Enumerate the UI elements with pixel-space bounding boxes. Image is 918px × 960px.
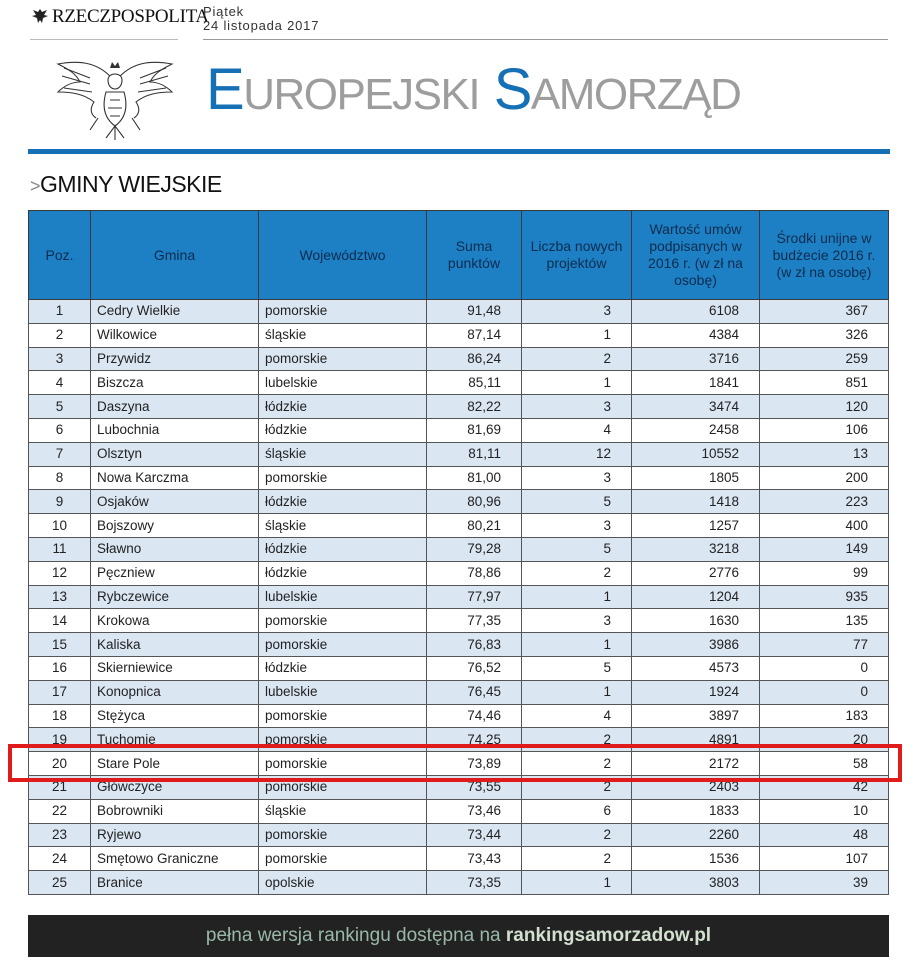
cell-gmina: Konopnica (91, 680, 259, 704)
header-divider (203, 39, 888, 40)
cell-suma: 79,28 (427, 537, 522, 561)
cell-gmina: Bobrowniki (91, 799, 259, 823)
masthead-blue-rule (28, 149, 890, 154)
cell-wojewodztwo: pomorskie (259, 466, 427, 490)
cell-pos: 15 (29, 633, 91, 657)
cell-gmina: Osjaków (91, 490, 259, 514)
cell-srodki: 13 (760, 442, 889, 466)
table-row (29, 609, 889, 633)
footer-banner (28, 915, 889, 957)
cell-wartosc: 2172 (632, 752, 760, 776)
cell-wojewodztwo: śląskie (259, 442, 427, 466)
cell-suma: 76,45 (427, 680, 522, 704)
cell-pos: 8 (29, 466, 91, 490)
cell-gmina: Skierniewice (91, 656, 259, 680)
cell-wartosc: 1536 (632, 847, 760, 871)
logo-text: RZECZPOSPOLITA (52, 6, 209, 27)
cell-liczba: 1 (522, 633, 632, 657)
table-row (29, 300, 889, 324)
cell-pos: 2 (29, 323, 91, 347)
cell-liczba: 2 (522, 728, 632, 752)
cell-suma: 76,83 (427, 633, 522, 657)
cell-wartosc: 4573 (632, 656, 760, 680)
ranking-table (28, 210, 889, 895)
cell-pos: 1 (29, 300, 91, 324)
publication-logo (30, 6, 209, 28)
table-row (29, 799, 889, 823)
cell-srodki: 326 (760, 323, 889, 347)
cell-wartosc: 2260 (632, 823, 760, 847)
cell-liczba: 6 (522, 799, 632, 823)
col-header-pos: Poz. (29, 211, 91, 300)
cell-suma: 77,97 (427, 585, 522, 609)
cell-srodki: 200 (760, 466, 889, 490)
cell-srodki: 0 (760, 656, 889, 680)
masthead-title (206, 58, 740, 127)
table-row (29, 537, 889, 561)
cell-suma: 87,14 (427, 323, 522, 347)
cell-liczba: 5 (522, 537, 632, 561)
section-title: GMINY WIEJSKIE (40, 171, 222, 197)
cell-wartosc: 1257 (632, 514, 760, 538)
cell-suma: 91,48 (427, 300, 522, 324)
cell-srodki: 135 (760, 609, 889, 633)
cell-gmina: Główczyce (91, 775, 259, 799)
cell-suma: 73,55 (427, 775, 522, 799)
cell-gmina: Przywidz (91, 347, 259, 371)
cell-liczba: 4 (522, 418, 632, 442)
cell-suma: 73,44 (427, 823, 522, 847)
cell-wojewodztwo: pomorskie (259, 609, 427, 633)
cell-gmina: Cedry Wielkie (91, 300, 259, 324)
cell-wartosc: 1805 (632, 466, 760, 490)
cell-gmina: Krokowa (91, 609, 259, 633)
cell-liczba: 4 (522, 704, 632, 728)
cell-wojewodztwo: łódzkie (259, 656, 427, 680)
cell-suma: 80,21 (427, 514, 522, 538)
cell-srodki: 48 (760, 823, 889, 847)
logo-divider (30, 39, 178, 40)
cell-srodki: 42 (760, 775, 889, 799)
cell-wartosc: 3716 (632, 347, 760, 371)
table-row (29, 371, 889, 395)
masthead-initial-s: S (493, 57, 531, 122)
cell-liczba: 2 (522, 775, 632, 799)
cell-liczba: 3 (522, 609, 632, 633)
masthead-word1-rest: UROPEJSKI (243, 70, 480, 119)
cell-srodki: 367 (760, 300, 889, 324)
cell-wojewodztwo: śląskie (259, 514, 427, 538)
table-row (29, 633, 889, 657)
cell-gmina: Branice (91, 871, 259, 895)
cell-liczba: 3 (522, 466, 632, 490)
cell-liczba: 1 (522, 371, 632, 395)
cell-suma: 85,11 (427, 371, 522, 395)
cell-pos: 6 (29, 418, 91, 442)
cell-suma: 73,35 (427, 871, 522, 895)
cell-wojewodztwo: śląskie (259, 799, 427, 823)
cell-pos: 13 (29, 585, 91, 609)
cell-pos: 25 (29, 871, 91, 895)
ranking-body (29, 300, 889, 895)
cell-pos: 16 (29, 656, 91, 680)
table-row (29, 561, 889, 585)
cell-pos: 19 (29, 728, 91, 752)
cell-liczba: 2 (522, 847, 632, 871)
table-row (29, 656, 889, 680)
cell-liczba: 1 (522, 871, 632, 895)
cell-gmina: Rybczewice (91, 585, 259, 609)
cell-wojewodztwo: łódzkie (259, 561, 427, 585)
section-heading (30, 171, 222, 198)
cell-srodki: 120 (760, 395, 889, 419)
col-header-gmina: Gmina (91, 211, 259, 300)
cell-suma: 78,86 (427, 561, 522, 585)
cell-wojewodztwo: lubelskie (259, 680, 427, 704)
cell-wartosc: 2403 (632, 775, 760, 799)
col-header-suma: Suma punktów (427, 211, 522, 300)
cell-liczba: 3 (522, 514, 632, 538)
cell-suma: 76,52 (427, 656, 522, 680)
cell-liczba: 2 (522, 823, 632, 847)
cell-gmina: Tuchomie (91, 728, 259, 752)
cell-wartosc: 3803 (632, 871, 760, 895)
cell-wojewodztwo: pomorskie (259, 704, 427, 728)
cell-pos: 14 (29, 609, 91, 633)
table-row (29, 490, 889, 514)
cell-wartosc: 6108 (632, 300, 760, 324)
cell-pos: 23 (29, 823, 91, 847)
cell-wojewodztwo: pomorskie (259, 823, 427, 847)
table-row (29, 466, 889, 490)
cell-wartosc: 4891 (632, 728, 760, 752)
table-row (29, 704, 889, 728)
cell-suma: 73,43 (427, 847, 522, 871)
cell-liczba: 1 (522, 323, 632, 347)
cell-srodki: 851 (760, 371, 889, 395)
table-row (29, 514, 889, 538)
cell-pos: 4 (29, 371, 91, 395)
cell-wartosc: 4384 (632, 323, 760, 347)
table-row (29, 680, 889, 704)
cell-wojewodztwo: pomorskie (259, 300, 427, 324)
cell-liczba: 2 (522, 752, 632, 776)
cell-suma: 74,46 (427, 704, 522, 728)
cell-wojewodztwo: lubelskie (259, 371, 427, 395)
cell-suma: 80,96 (427, 490, 522, 514)
cell-pos: 11 (29, 537, 91, 561)
cell-pos: 22 (29, 799, 91, 823)
cell-wojewodztwo: łódzkie (259, 537, 427, 561)
cell-gmina: Ryjewo (91, 823, 259, 847)
table-row (29, 847, 889, 871)
highlight-box (8, 744, 902, 782)
cell-pos: 21 (29, 775, 91, 799)
cell-srodki: 20 (760, 728, 889, 752)
cell-pos: 7 (29, 442, 91, 466)
cell-suma: 77,35 (427, 609, 522, 633)
cell-liczba: 5 (522, 490, 632, 514)
cell-wojewodztwo: łódzkie (259, 418, 427, 442)
cell-wojewodztwo: łódzkie (259, 490, 427, 514)
cell-srodki: 10 (760, 799, 889, 823)
table-row (29, 823, 889, 847)
cell-srodki: 935 (760, 585, 889, 609)
masthead-initial-e: E (206, 57, 244, 122)
table-row (29, 323, 889, 347)
cell-pos: 9 (29, 490, 91, 514)
cell-wartosc: 1418 (632, 490, 760, 514)
cell-suma: 81,11 (427, 442, 522, 466)
table-row (29, 585, 889, 609)
cell-suma: 73,89 (427, 752, 522, 776)
cell-gmina: Pęczniew (91, 561, 259, 585)
cell-wojewodztwo: pomorskie (259, 752, 427, 776)
masthead-word2-rest: AMORZĄD (530, 70, 741, 119)
cell-wartosc: 3218 (632, 537, 760, 561)
table-row (29, 395, 889, 419)
cell-suma: 82,22 (427, 395, 522, 419)
cell-srodki: 183 (760, 704, 889, 728)
footer-url[interactable]: rankingsamorzadow.pl (505, 925, 712, 946)
cell-wojewodztwo: śląskie (259, 323, 427, 347)
col-header-wojewodztwo: Województwo (259, 211, 427, 300)
cell-wojewodztwo: pomorskie (259, 775, 427, 799)
cell-gmina: Kaliska (91, 633, 259, 657)
cell-liczba: 3 (522, 395, 632, 419)
cell-pos: 20 (29, 752, 91, 776)
footer-text: pełna wersja rankingu dostępna na (205, 925, 506, 946)
cell-pos: 17 (29, 680, 91, 704)
table-row (29, 347, 889, 371)
cell-wartosc: 10552 (632, 442, 760, 466)
cell-pos: 3 (29, 347, 91, 371)
cell-suma: 81,69 (427, 418, 522, 442)
table-row (29, 418, 889, 442)
cell-liczba: 1 (522, 585, 632, 609)
cell-wojewodztwo: pomorskie (259, 728, 427, 752)
cell-gmina: Nowa Karczma (91, 466, 259, 490)
cell-wojewodztwo: pomorskie (259, 633, 427, 657)
cell-gmina: Wilkowice (91, 323, 259, 347)
cell-liczba: 1 (522, 680, 632, 704)
cell-gmina: Biszcza (91, 371, 259, 395)
cell-wartosc: 1204 (632, 585, 760, 609)
cell-srodki: 58 (760, 752, 889, 776)
cell-pos: 12 (29, 561, 91, 585)
cell-gmina: Stężyca (91, 704, 259, 728)
cell-wartosc: 3897 (632, 704, 760, 728)
cell-gmina: Smętowo Graniczne (91, 847, 259, 871)
cell-srodki: 400 (760, 514, 889, 538)
white-eagle-emblem-icon (50, 52, 180, 142)
cell-suma: 86,24 (427, 347, 522, 371)
cell-wartosc: 2458 (632, 418, 760, 442)
cell-liczba: 5 (522, 656, 632, 680)
cell-pos: 18 (29, 704, 91, 728)
col-header-liczba: Liczba nowych projektów (522, 211, 632, 300)
section-marker: > (30, 176, 41, 196)
cell-gmina: Bojszowy (91, 514, 259, 538)
cell-suma: 73,46 (427, 799, 522, 823)
cell-liczba: 2 (522, 561, 632, 585)
cell-wojewodztwo: pomorskie (259, 847, 427, 871)
cell-wojewodztwo: pomorskie (259, 347, 427, 371)
cell-wojewodztwo: lubelskie (259, 585, 427, 609)
cell-liczba: 2 (522, 347, 632, 371)
table-row (29, 871, 889, 895)
cell-gmina: Daszyna (91, 395, 259, 419)
cell-wartosc: 1630 (632, 609, 760, 633)
cell-wartosc: 1924 (632, 680, 760, 704)
issue-date-text: 24 listopada 2017 (203, 18, 320, 33)
cell-wojewodztwo: łódzkie (259, 395, 427, 419)
cell-gmina: Olsztyn (91, 442, 259, 466)
issue-date (203, 5, 319, 33)
cell-srodki: 99 (760, 561, 889, 585)
cell-pos: 10 (29, 514, 91, 538)
col-header-srodki: Środki unijne w budżecie 2016 r. (w zł na osobę) (760, 211, 889, 300)
cell-wojewodztwo: opolskie (259, 871, 427, 895)
cell-suma: 74,25 (427, 728, 522, 752)
col-header-wartosc: Wartość umów podpisanych w 2016 r. (w zł na osobę) (632, 211, 760, 300)
table-row (29, 442, 889, 466)
cell-suma: 81,00 (427, 466, 522, 490)
cell-liczba: 3 (522, 300, 632, 324)
cell-pos: 5 (29, 395, 91, 419)
cell-srodki: 223 (760, 490, 889, 514)
issue-day: Piątek (203, 4, 244, 19)
cell-wartosc: 1833 (632, 799, 760, 823)
cell-liczba: 12 (522, 442, 632, 466)
cell-wartosc: 3474 (632, 395, 760, 419)
cell-gmina: Lubochnia (91, 418, 259, 442)
cell-wartosc: 1841 (632, 371, 760, 395)
cell-wartosc: 2776 (632, 561, 760, 585)
cell-srodki: 77 (760, 633, 889, 657)
cell-srodki: 106 (760, 418, 889, 442)
cell-srodki: 39 (760, 871, 889, 895)
cell-srodki: 259 (760, 347, 889, 371)
cell-wartosc: 3986 (632, 633, 760, 657)
cell-gmina: Sławno (91, 537, 259, 561)
cell-srodki: 149 (760, 537, 889, 561)
cell-pos: 24 (29, 847, 91, 871)
eagle-logo-icon (30, 7, 50, 25)
cell-gmina: Stare Pole (91, 752, 259, 776)
cell-srodki: 107 (760, 847, 889, 871)
cell-srodki: 0 (760, 680, 889, 704)
table-header-row (29, 211, 889, 300)
